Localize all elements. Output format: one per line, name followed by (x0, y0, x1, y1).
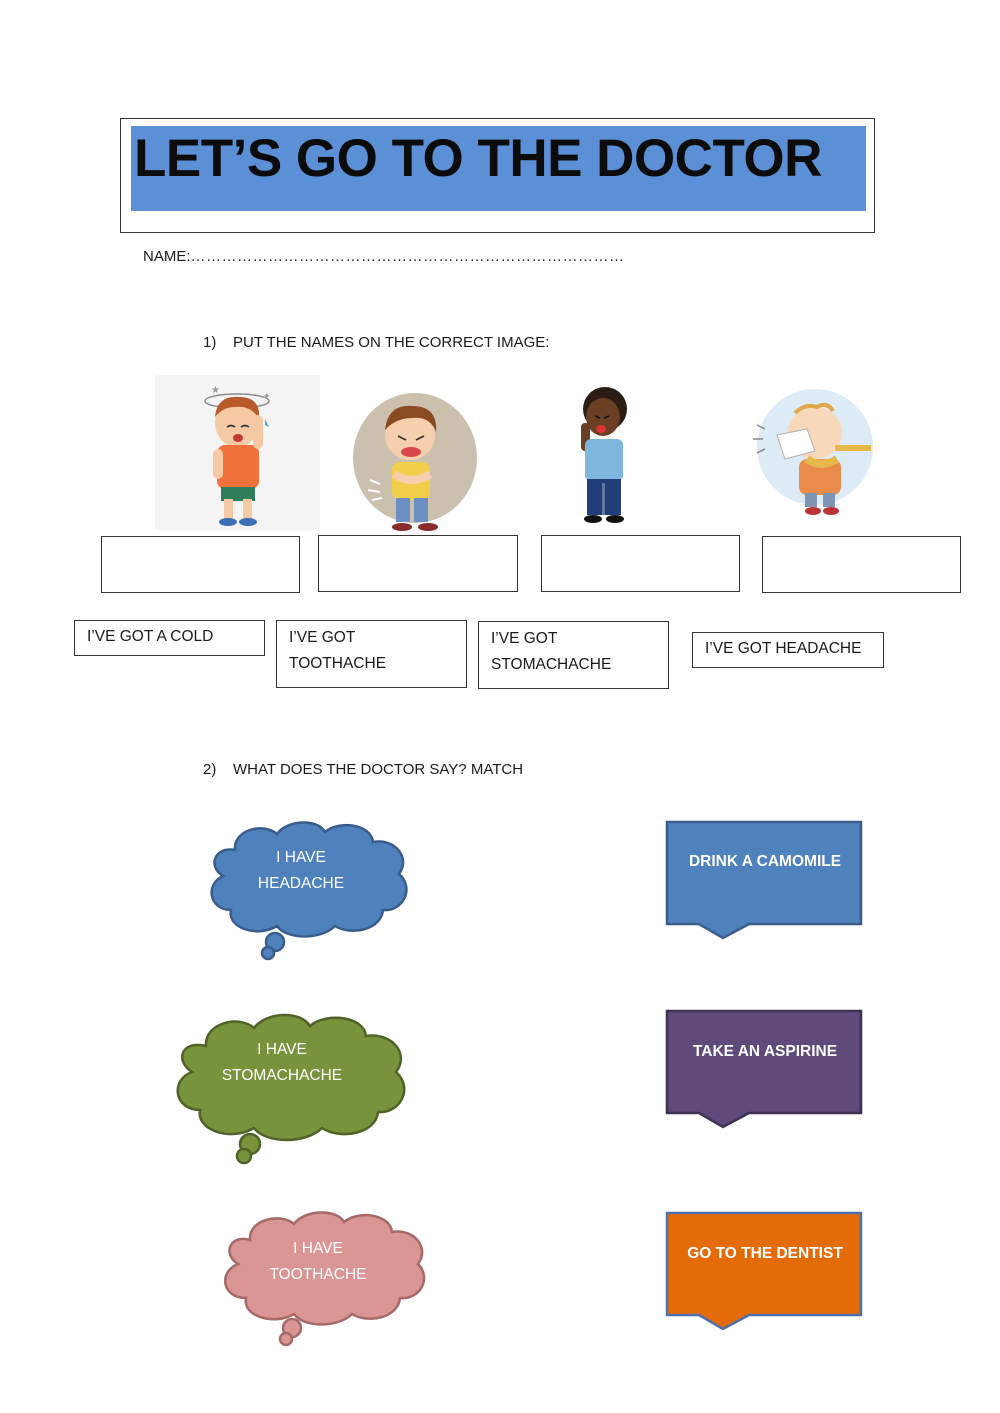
label-stomachache-line1: I’VE GOT (491, 630, 558, 647)
name-label: NAME: (143, 248, 191, 265)
exercise-2-heading (203, 761, 523, 778)
thought-2-line1: I HAVE (257, 1041, 307, 1058)
thought-bubble-stomachache[interactable] (170, 1010, 415, 1170)
answer-box-4[interactable] (762, 536, 961, 593)
label-headache-line1: I’VE GOT HEADACHE (705, 640, 862, 657)
callout-aspirine[interactable] (665, 1009, 865, 1131)
callout-dentist[interactable] (665, 1211, 865, 1333)
boy-stomachache-picture (350, 390, 480, 535)
boy-toothache-picture (565, 383, 640, 533)
label-toothache-line1: I’VE GOT (289, 629, 356, 646)
page-title: LET’S GO TO THE DOCTOR (134, 129, 822, 188)
label-stomachache[interactable] (478, 621, 669, 689)
thought-1-line2: HEADACHE (257, 875, 345, 892)
answer-box-1[interactable] (101, 536, 300, 593)
callout-dentist-text: GO TO THE DENTIST (687, 1245, 843, 1262)
thought-3-line2: TOOTHACHE (269, 1266, 367, 1283)
label-toothache-line2: TOOTHACHE (289, 655, 387, 672)
exercise-1-heading (203, 334, 549, 351)
exercise-2-number: 2) (203, 761, 217, 778)
exercise-1-number: 1) (203, 334, 217, 351)
svg-text:✦: ✦ (263, 391, 271, 401)
thought-2-line2: STOMACHACHE (221, 1067, 343, 1084)
callout-aspirine-text: TAKE AN ASPIRINE (692, 1043, 838, 1060)
name-dotted-line[interactable]: ………………………………………………………………………… (190, 248, 625, 265)
exercise-1-instruction: PUT THE NAMES ON THE CORRECT IMAGE: (233, 334, 550, 351)
label-cold[interactable] (74, 620, 265, 656)
sneezing-child-cold-picture (735, 385, 880, 520)
thought-bubble-headache-text (231, 845, 371, 897)
svg-text:★: ★ (211, 385, 220, 396)
answer-box-3[interactable] (541, 535, 740, 592)
label-headache[interactable] (692, 632, 884, 668)
exercise-2-instruction: WHAT DOES THE DOCTOR SAY? MATCH (233, 761, 524, 778)
dizzy-boy-headache-picture (155, 375, 320, 530)
name-field[interactable] (143, 248, 625, 265)
thought-bubble-stomachache-text (212, 1037, 352, 1089)
answer-box-2[interactable] (318, 535, 518, 592)
thought-1-line1: I HAVE (276, 849, 326, 866)
callout-camomile[interactable] (665, 820, 865, 942)
label-toothache[interactable] (276, 620, 467, 688)
callout-camomile-text: DRINK A CAMOMILE (688, 853, 842, 870)
label-stomachache-line2: STOMACHACHE (491, 656, 612, 673)
label-cold-line1: I’VE GOT A COLD (87, 628, 214, 645)
thought-3-line1: I HAVE (293, 1240, 343, 1257)
thought-bubble-toothache-text (248, 1236, 388, 1288)
